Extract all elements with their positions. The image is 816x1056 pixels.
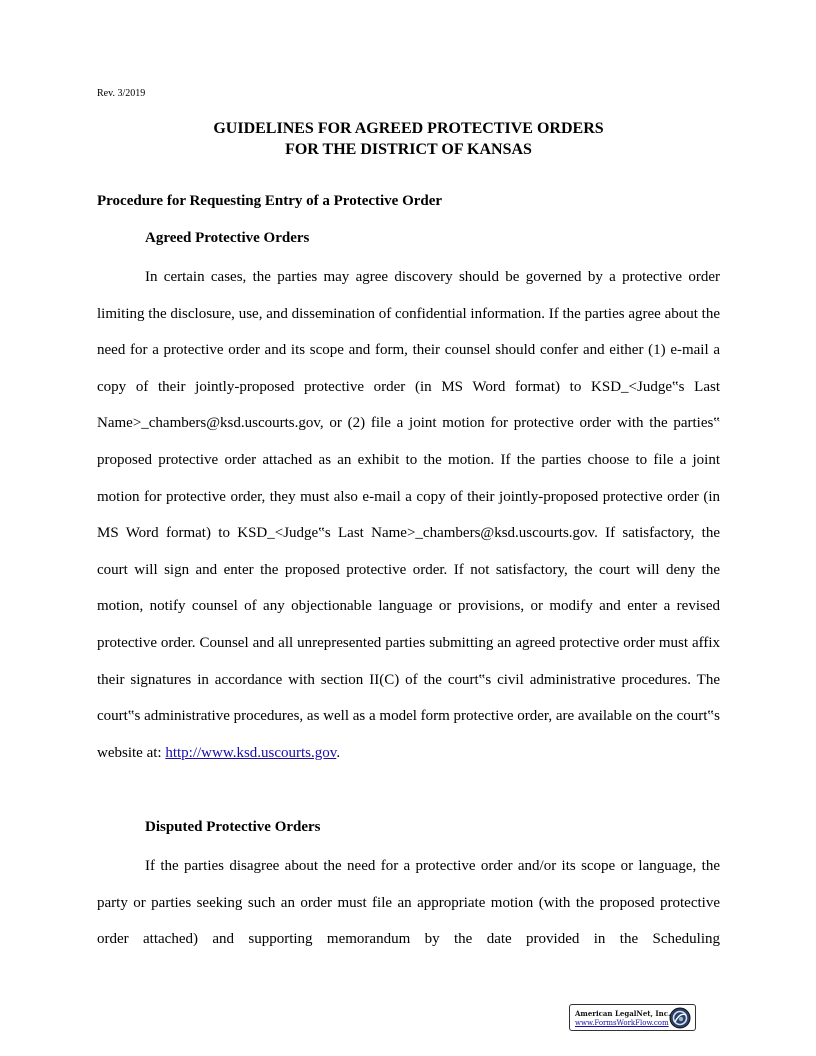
badge-website[interactable]: www.FormsWorkFlow.com xyxy=(575,1019,669,1027)
title-line-1: GUIDELINES FOR AGREED PROTECTIVE ORDERS xyxy=(213,120,604,137)
document-title xyxy=(97,118,720,160)
globe-logo-icon xyxy=(669,1007,691,1029)
disputed-orders-heading: Disputed Protective Orders xyxy=(145,819,321,835)
agreed-orders-last-line xyxy=(97,735,720,772)
court-website-link[interactable]: http://www.ksd.uscourts.gov xyxy=(165,744,337,761)
footer-badge[interactable] xyxy=(569,1004,696,1031)
revision-label: Rev. 3/2019 xyxy=(97,88,146,99)
badge-company-name: American LegalNet, Inc. xyxy=(575,1009,671,1018)
title-line-2: FOR THE DISTRICT OF KANSAS xyxy=(285,141,532,158)
website-prefix: website at: xyxy=(97,744,166,761)
agreed-orders-paragraph xyxy=(97,259,720,771)
section-heading: Procedure for Requesting Entry of a Protective Order xyxy=(97,193,443,209)
website-suffix: . xyxy=(336,744,341,761)
agreed-orders-heading: Agreed Protective Orders xyxy=(145,230,310,246)
disputed-orders-paragraph: If the parties disagree about the need for a protective order and/or its scope or language, the party or parties seeking such an order must file an appropriate motion (with the proposed protective order attached) and supporting memorandum by the date provided in the Scheduling xyxy=(97,858,720,948)
agreed-orders-text: In certain cases, the parties may agree discovery should be governed by a protective order limiting the disclosure, use, and dissemination of confidential information. If the parties agree about the need for a protective order and its scope and form, their counsel should confer and either (1) e-mail a copy of their jointly-proposed protective order (in MS Word format) to KSD_<Judge‟s Last Name>_chambers@ksd.uscourts.gov, or (2) file a joint motion for protective order with the parties‟ proposed protective order attached as an exhibit to the motion. If the parties choose to file a joint motion for protective order, they must also e-mail a copy of their jointly-proposed protective order (in MS Word format) to KSD_<Judge‟s Last Name>_chambers@ksd.uscourts.gov. If satisfactory, the court will sign and enter the proposed protective order. If not satisfactory, the court will deny the motion, notify counsel of any objectionable language or provisions, or modify and enter a revised protective order. Counsel and all unrepresented parties submitting an agreed protective order must affix their signatures in accordance with section II(C) of the court‟s civil administrative procedures. The court‟s administrative procedures, as well as a model form protective order, are available on the court‟s xyxy=(97,269,720,725)
